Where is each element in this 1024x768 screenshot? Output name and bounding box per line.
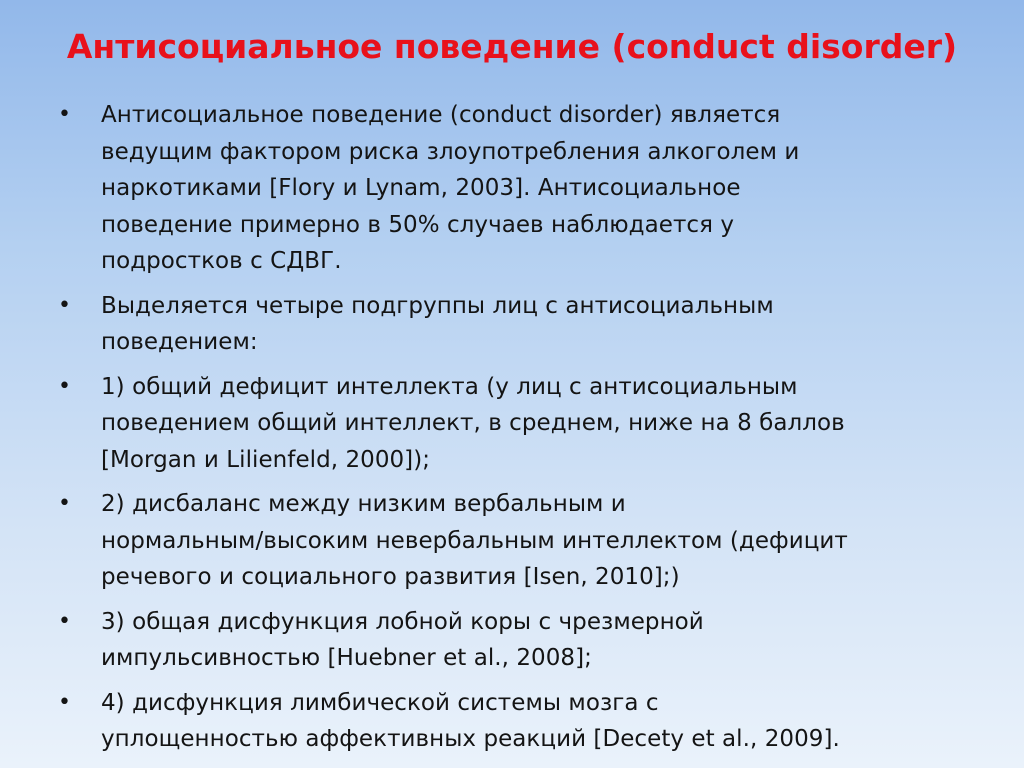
bullet-text-line: наркотиками [Flory и Lynam, 2003]. Антисоциальное: [101, 175, 741, 201]
bullet-item-1: [58, 97, 958, 280]
bullet-icon: •: [58, 491, 72, 516]
bullet-item-4: [58, 486, 958, 596]
bullet-icon: •: [58, 102, 72, 127]
bullet-text-line: нормальным/высоким невербальным интеллектом (дефицит: [101, 527, 848, 554]
bullet-text-line: речевого и социального развития [Isen, 2010];): [101, 564, 680, 590]
bullet-icon: •: [58, 292, 72, 318]
bullet-text-line: 1) общий дефицит интеллекта (у лиц с антисоциальным: [101, 373, 798, 400]
bullet-text-line: ведущим фактором риска злоупотребления алкоголем и: [101, 138, 800, 165]
bullet-list: [58, 97, 958, 766]
bullet-text-line: Антисоциальное поведение (conduct disorder) является: [101, 102, 781, 128]
bullet-icon: •: [58, 608, 72, 634]
bullet-text-line: [Morgan и Lilienfeld, 2000]);: [101, 446, 431, 473]
bullet-item-3: [58, 369, 958, 479]
bullet-icon: •: [58, 689, 72, 715]
bullet-text-line: поведением общий интеллект, в среднем, ниже на 8 баллов: [101, 410, 845, 436]
bullet-text-line: поведение примерно в 50% случаев наблюдается у: [101, 211, 735, 238]
bullet-item-5: [58, 604, 958, 677]
bullet-text-line: 4) дисфункция лимбической системы мозга с: [101, 689, 659, 716]
slide-title: Антисоциальное поведение (conduct disorder): [66, 27, 958, 66]
bullet-text-line: подростков с СДВГ.: [101, 248, 342, 274]
bullet-text-line: уплощенностью аффективных реакций [Decety et al., 2009].: [101, 726, 840, 752]
bullet-item-6: [58, 685, 958, 758]
bullet-text-line: 3) общая дисфункция лобной коры с чрезмерной: [101, 608, 704, 635]
bullet-text-line: импульсивностью [Huebner et al., 2008];: [101, 645, 592, 671]
bullet-text-line: поведением:: [101, 329, 258, 355]
bullet-text-line: 2) дисбаланс между низким вербальным и: [101, 491, 626, 517]
bullet-text-line: Выделяется четыре подгруппы лиц с антисоциальным: [101, 292, 774, 319]
bullet-item-2: [58, 288, 958, 361]
bullet-icon: •: [58, 373, 72, 399]
